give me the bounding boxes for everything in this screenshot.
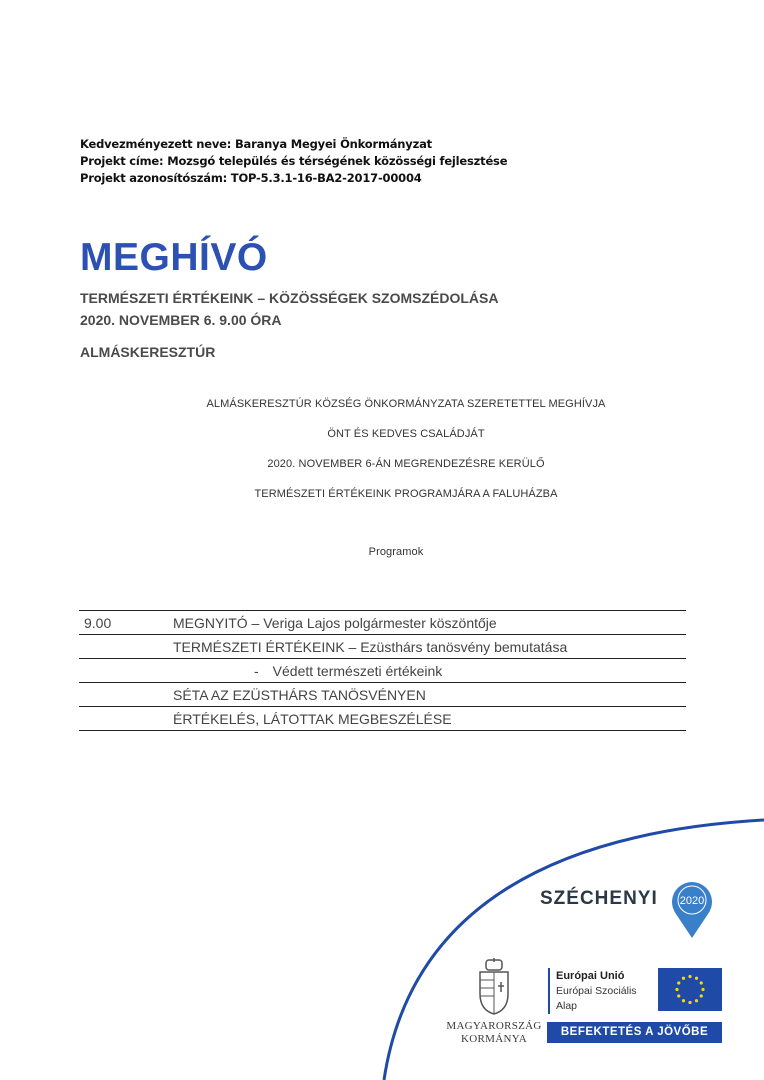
- list-dash: -: [254, 662, 259, 679]
- eu-line-2: Európai Szociális: [556, 985, 637, 997]
- program-time: [79, 683, 173, 707]
- eu-star-icon: [700, 981, 703, 984]
- program-table: [79, 610, 686, 731]
- program-time: 9.00: [84, 614, 112, 631]
- eu-star-icon: [695, 999, 698, 1002]
- invitation-line-3: 2020. NOVEMBER 6-ÁN MEGRENDEZÉSRE KERÜLŐ: [267, 458, 545, 470]
- government-logo-text: [446, 1020, 542, 1046]
- invitation-line-4: TERMÉSZETI ÉRTÉKEINK PROGRAMJÁRA A FALUHÁZBA: [254, 488, 558, 500]
- eu-star-icon: [701, 988, 704, 991]
- program-subitem-text: Védett természeti értékeink: [272, 662, 443, 679]
- eu-star-icon: [675, 988, 678, 991]
- eu-star-icon: [695, 977, 698, 980]
- event-name: TERMÉSZETI ÉRTÉKEINK – KÖZÖSSÉGEK SZOMSZÉDOLÁSA: [80, 290, 499, 306]
- eu-label: [548, 968, 662, 1014]
- programs-label: Programok: [368, 546, 424, 558]
- project-title: Projekt címe: Mozsgó település és térségének közösségi fejlesztése: [80, 154, 508, 168]
- slogan-banner: BEFEKTETÉS A JÖVŐBE: [547, 1022, 722, 1043]
- table-row: [79, 611, 686, 635]
- program-time: [79, 635, 173, 659]
- szechenyi-year: 2020: [679, 895, 705, 907]
- program-item: TERMÉSZETI ÉRTÉKEINK – Ezüsthárs tanösvény bemutatása: [173, 638, 568, 655]
- program-subitem: [79, 659, 686, 683]
- szechenyi-logo: SZÉCHENYI: [540, 888, 658, 909]
- eu-line-1: Európai Unió: [556, 970, 625, 982]
- eu-star-icon: [682, 977, 685, 980]
- table-row: [79, 659, 686, 683]
- event-date: 2020. NOVEMBER 6. 9.00 ÓRA: [80, 312, 282, 328]
- eu-star-icon: [688, 1001, 691, 1004]
- table-row: [79, 707, 686, 731]
- program-item: SÉTA AZ EZÜSTHÁRS TANÖSVÉNYEN: [173, 686, 426, 703]
- eu-line-3: Alap: [556, 1000, 578, 1012]
- government-line-1: MAGYARORSZÁG: [446, 1020, 542, 1032]
- eu-star-icon: [677, 994, 680, 997]
- eu-flag-icon: [658, 968, 722, 1011]
- table-row: [79, 683, 686, 707]
- project-id: Projekt azonosítószám: TOP-5.3.1-16-BA2-2017-00004: [80, 171, 422, 185]
- invitation-line-2: ÖNT ÉS KEDVES CSALÁDJÁT: [327, 428, 485, 440]
- program-item: ÉRTÉKELÉS, LÁTOTTAK MEGBESZÉLÉSE: [173, 710, 452, 727]
- program-time: [79, 707, 173, 731]
- eu-star-icon: [677, 981, 680, 984]
- program-item: MEGNYITÓ – Veriga Lajos polgármester köszöntője: [173, 614, 497, 631]
- eu-star-icon: [682, 999, 685, 1002]
- table-row: [79, 635, 686, 659]
- eu-star-icon: [700, 994, 703, 997]
- szechenyi-2020-icon: [670, 878, 714, 940]
- coat-of-arms-icon: [474, 958, 514, 1016]
- government-line-2: KORMÁNYA: [461, 1033, 527, 1045]
- page-title: MEGHÍVÓ: [80, 236, 268, 279]
- invitation-line-1: ALMÁSKERESZTÚR KÖZSÉG ÖNKORMÁNYZATA SZERETETTEL MEGHÍVJA: [206, 398, 606, 410]
- project-info: [80, 136, 507, 187]
- event-place: ALMÁSKERESZTÚR: [80, 344, 216, 360]
- beneficiary-name: Kedvezményezett neve: Baranya Megyei Önkormányzat: [80, 137, 432, 151]
- eu-star-icon: [688, 975, 691, 978]
